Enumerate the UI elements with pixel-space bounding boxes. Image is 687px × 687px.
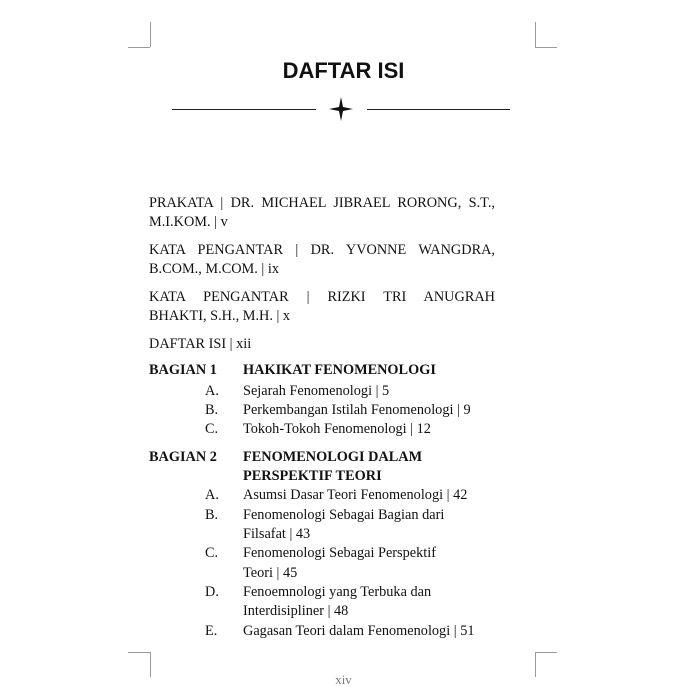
- toc-item: Fenomenologi Sebagai Perspektif: [243, 545, 436, 561]
- item-letter: B.: [205, 507, 219, 523]
- toc-item: Gagasan Teori dalam Fenomenologi | 51: [243, 623, 475, 639]
- part-title-cont: PERSPEKTIF TEORI: [243, 468, 382, 484]
- page-number: xiv: [335, 672, 352, 687]
- toc-entry-prakata-cont: M.I.KOM. | v: [149, 214, 228, 230]
- toc-item: Sejarah Fenomenologi | 5: [243, 383, 390, 399]
- toc-item-cont: Teori | 45: [243, 565, 298, 581]
- toc-entry-kata-pengantar-1: KATA PENGANTAR | DR. YVONNE WANGDRA,: [149, 242, 495, 258]
- crop-mark: [150, 22, 151, 47]
- toc-item: Fenoemnologi yang Terbuka dan: [243, 584, 432, 600]
- crop-mark: [535, 652, 557, 653]
- part-label: BAGIAN 2: [149, 449, 217, 465]
- part-title: FENOMENOLOGI DALAM: [243, 449, 423, 465]
- crop-mark: [535, 22, 536, 47]
- item-letter: A.: [205, 383, 219, 399]
- crop-mark: [128, 652, 150, 653]
- item-letter: A.: [205, 487, 219, 503]
- item-letter: B.: [205, 402, 219, 418]
- star-ornament-icon: [329, 97, 353, 121]
- toc-entry-daftar-isi: DAFTAR ISI | xii: [149, 336, 252, 352]
- item-letter: C.: [205, 421, 219, 437]
- toc-entry-kata-pengantar-2-cont: BHAKTI, S.H., M.H. | x: [149, 308, 291, 324]
- toc-entry-kata-pengantar-2: KATA PENGANTAR | RIZKI TRI ANUGRAH: [149, 289, 495, 305]
- toc-item: Fenomenologi Sebagai Bagian dari: [243, 507, 445, 523]
- divider-right: [367, 109, 510, 110]
- part-title: HAKIKAT FENOMENOLOGI: [243, 362, 436, 378]
- crop-mark: [128, 47, 150, 48]
- item-letter: E.: [205, 623, 218, 639]
- toc-item: Perkembangan Istilah Fenomenologi | 9: [243, 402, 471, 418]
- toc-entry-kata-pengantar-1-cont: B.COM., M.COM. | ix: [149, 261, 279, 277]
- part-label: BAGIAN 1: [149, 362, 217, 378]
- toc-item: Tokoh-Tokoh Fenomenologi | 12: [243, 421, 431, 437]
- toc-item: Asumsi Dasar Teori Fenomenologi | 42: [243, 487, 468, 503]
- item-letter: C.: [205, 545, 219, 561]
- toc-item-cont: Filsafat | 43: [243, 526, 311, 542]
- page-title: DAFTAR ISI: [282, 58, 405, 83]
- item-letter: D.: [205, 584, 219, 600]
- toc-item-cont: Interdisipliner | 48: [243, 603, 349, 619]
- divider-left: [172, 109, 316, 110]
- toc-entry-prakata: PRAKATA | DR. MICHAEL JIBRAEL RORONG, S.T.,: [149, 195, 495, 211]
- crop-mark: [535, 47, 557, 48]
